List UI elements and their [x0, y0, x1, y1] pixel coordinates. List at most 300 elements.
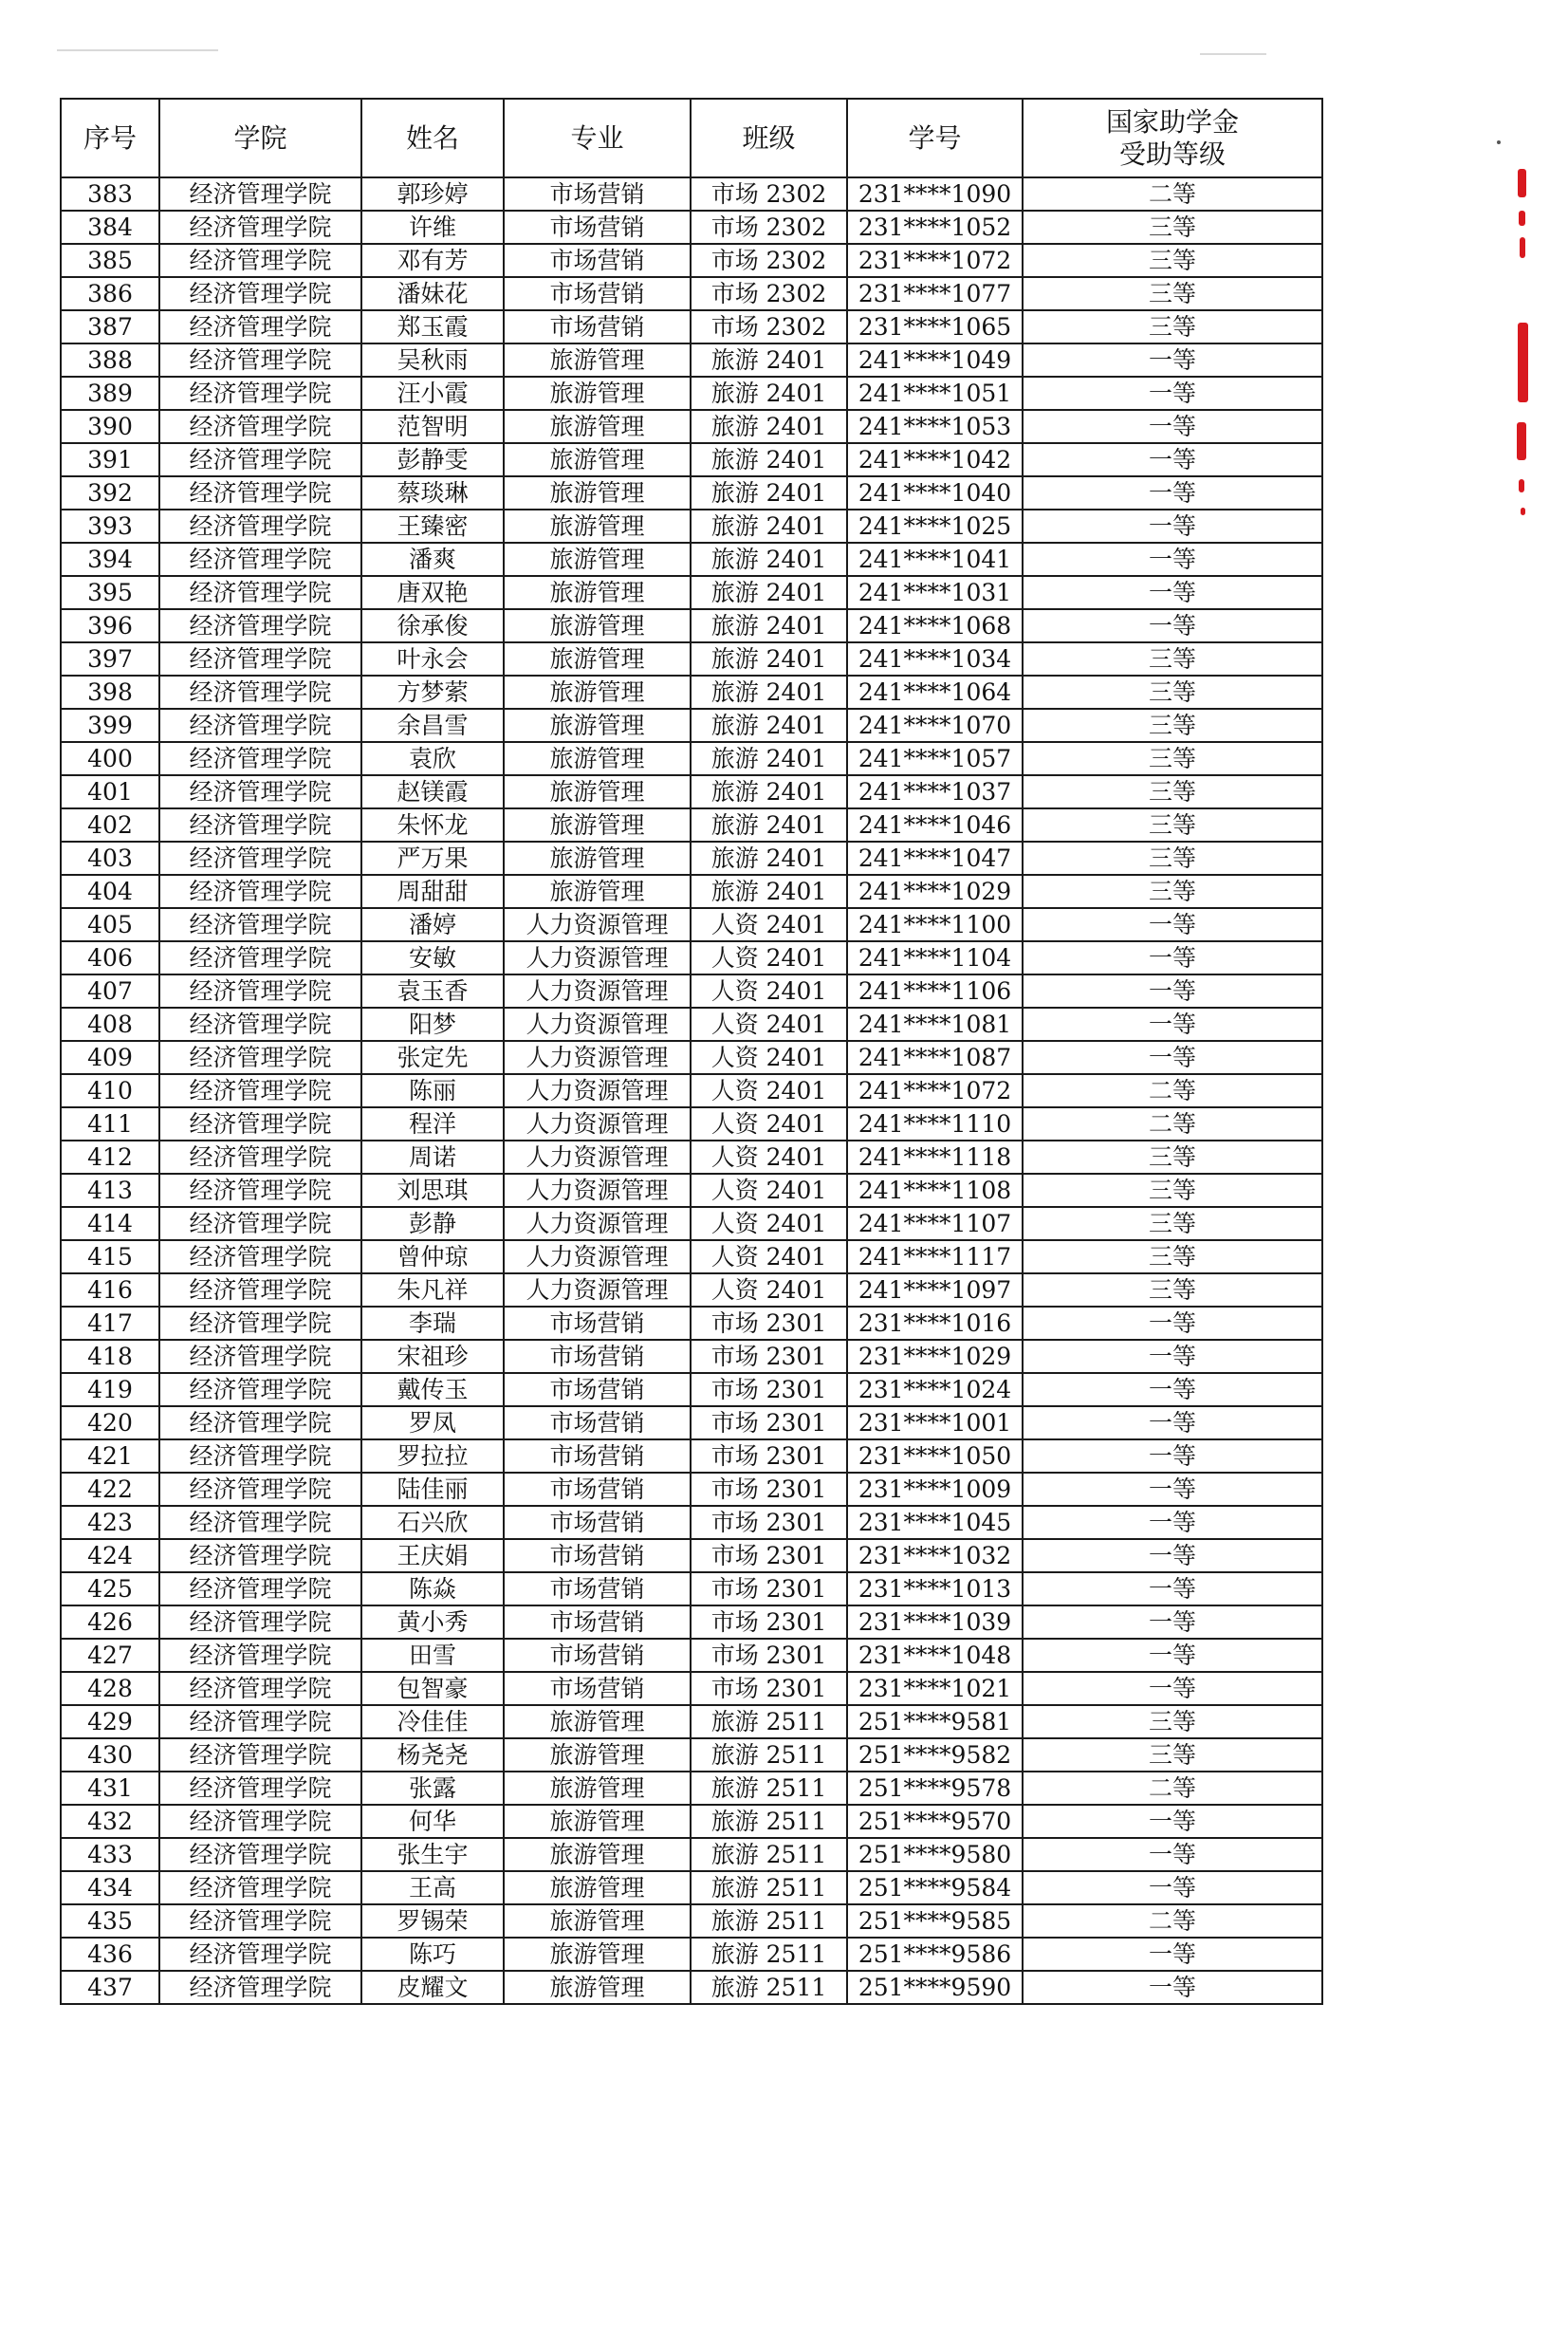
- cell-serial-number: 416: [61, 1273, 159, 1307]
- cell-serial-number: 401: [61, 775, 159, 808]
- cell-class: 旅游 2511: [691, 1805, 847, 1838]
- cell-serial-number: 437: [61, 1971, 159, 2004]
- cell-college: 经济管理学院: [159, 609, 361, 642]
- cell-college: 经济管理学院: [159, 410, 361, 443]
- cell-grant-level: 三等: [1023, 842, 1322, 875]
- cell-grant-level: 一等: [1023, 1307, 1322, 1340]
- header-major: 专业: [504, 99, 691, 177]
- table-row: [61, 1639, 1322, 1672]
- cell-major: 市场营销: [504, 1672, 691, 1705]
- cell-class: 人资 2401: [691, 1174, 847, 1207]
- cell-college: 经济管理学院: [159, 1605, 361, 1639]
- cell-college: 经济管理学院: [159, 875, 361, 908]
- cell-major: 旅游管理: [504, 543, 691, 576]
- cell-name: 安敏: [361, 941, 504, 974]
- cell-serial-number: 415: [61, 1240, 159, 1273]
- header-college: 学院: [159, 99, 361, 177]
- cell-serial-number: 435: [61, 1904, 159, 1938]
- cell-name: 叶永会: [361, 642, 504, 676]
- cell-student-id: 241****1081: [847, 1008, 1023, 1041]
- cell-college: 经济管理学院: [159, 1938, 361, 1971]
- cell-grant-level: 一等: [1023, 1805, 1322, 1838]
- cell-class: 人资 2401: [691, 1141, 847, 1174]
- cell-college: 经济管理学院: [159, 443, 361, 476]
- cell-serial-number: 390: [61, 410, 159, 443]
- cell-major: 旅游管理: [504, 709, 691, 742]
- cell-serial-number: 426: [61, 1605, 159, 1639]
- cell-grant-level: 三等: [1023, 1141, 1322, 1174]
- cell-major: 旅游管理: [504, 842, 691, 875]
- table-row: [61, 676, 1322, 709]
- cell-student-id: 241****1064: [847, 676, 1023, 709]
- cell-major: 人力资源管理: [504, 1141, 691, 1174]
- cell-student-id: 251****9585: [847, 1904, 1023, 1938]
- cell-student-id: 241****1041: [847, 543, 1023, 576]
- cell-college: 经济管理学院: [159, 1572, 361, 1605]
- cell-serial-number: 412: [61, 1141, 159, 1174]
- cell-class: 旅游 2401: [691, 443, 847, 476]
- cell-class: 旅游 2401: [691, 775, 847, 808]
- table-row: [61, 443, 1322, 476]
- grant-recipient-table: [60, 98, 1323, 2005]
- header-row: [61, 99, 1322, 177]
- cell-college: 经济管理学院: [159, 1307, 361, 1340]
- cell-class: 旅游 2511: [691, 1971, 847, 2004]
- table-body: [61, 177, 1322, 2004]
- cell-college: 经济管理学院: [159, 310, 361, 343]
- cell-major: 旅游管理: [504, 742, 691, 775]
- cell-serial-number: 397: [61, 642, 159, 676]
- cell-class: 市场 2302: [691, 310, 847, 343]
- header-class: 班级: [691, 99, 847, 177]
- cell-college: 经济管理学院: [159, 343, 361, 377]
- cell-name: 黄小秀: [361, 1605, 504, 1639]
- cell-major: 旅游管理: [504, 775, 691, 808]
- cell-college: 经济管理学院: [159, 1273, 361, 1307]
- cell-student-id: 231****1048: [847, 1639, 1023, 1672]
- cell-college: 经济管理学院: [159, 543, 361, 576]
- cell-grant-level: 三等: [1023, 244, 1322, 277]
- cell-major: 旅游管理: [504, 875, 691, 908]
- cell-student-id: 241****1118: [847, 1141, 1023, 1174]
- cell-college: 经济管理学院: [159, 1207, 361, 1240]
- cell-serial-number: 421: [61, 1439, 159, 1473]
- cell-grant-level: 二等: [1023, 1107, 1322, 1141]
- cell-major: 市场营销: [504, 310, 691, 343]
- cell-grant-level: 三等: [1023, 211, 1322, 244]
- cell-class: 市场 2301: [691, 1406, 847, 1439]
- cell-grant-level: 一等: [1023, 1572, 1322, 1605]
- cell-student-id: 251****9570: [847, 1805, 1023, 1838]
- cell-serial-number: 413: [61, 1174, 159, 1207]
- cell-major: 市场营销: [504, 1539, 691, 1572]
- cell-student-id: 241****1110: [847, 1107, 1023, 1141]
- cell-major: 人力资源管理: [504, 974, 691, 1008]
- cell-major: 人力资源管理: [504, 1008, 691, 1041]
- cell-major: 市场营销: [504, 244, 691, 277]
- cell-grant-level: 一等: [1023, 1041, 1322, 1074]
- cell-class: 人资 2401: [691, 1107, 847, 1141]
- table-row: [61, 642, 1322, 676]
- cell-serial-number: 391: [61, 443, 159, 476]
- table-row: [61, 1772, 1322, 1805]
- cell-class: 人资 2401: [691, 1273, 847, 1307]
- cell-name: 邓有芳: [361, 244, 504, 277]
- cell-serial-number: 392: [61, 476, 159, 510]
- cell-class: 旅游 2401: [691, 742, 847, 775]
- cell-major: 旅游管理: [504, 443, 691, 476]
- cell-grant-level: 一等: [1023, 908, 1322, 941]
- cell-class: 市场 2301: [691, 1605, 847, 1639]
- cell-grant-level: 一等: [1023, 1340, 1322, 1373]
- cell-student-id: 241****1072: [847, 1074, 1023, 1107]
- table-row: [61, 1240, 1322, 1273]
- stamp-edge-mark: [1520, 237, 1525, 258]
- cell-grant-level: 三等: [1023, 1273, 1322, 1307]
- cell-student-id: 241****1117: [847, 1240, 1023, 1273]
- table-row: [61, 709, 1322, 742]
- cell-student-id: 241****1070: [847, 709, 1023, 742]
- table-row: [61, 1871, 1322, 1904]
- cell-major: 市场营销: [504, 1572, 691, 1605]
- cell-name: 罗锡荣: [361, 1904, 504, 1938]
- cell-student-id: 241****1107: [847, 1207, 1023, 1240]
- cell-grant-level: 一等: [1023, 974, 1322, 1008]
- cell-major: 市场营销: [504, 1506, 691, 1539]
- table-row: [61, 609, 1322, 642]
- cell-serial-number: 414: [61, 1207, 159, 1240]
- cell-major: 市场营销: [504, 1307, 691, 1340]
- cell-college: 经济管理学院: [159, 1971, 361, 2004]
- cell-student-id: 251****9580: [847, 1838, 1023, 1871]
- cell-student-id: 241****1068: [847, 609, 1023, 642]
- table-row: [61, 476, 1322, 510]
- table-row: [61, 343, 1322, 377]
- table-row: [61, 842, 1322, 875]
- cell-student-id: 241****1047: [847, 842, 1023, 875]
- cell-class: 旅游 2401: [691, 875, 847, 908]
- cell-grant-level: 三等: [1023, 1240, 1322, 1273]
- table-row: [61, 1473, 1322, 1506]
- cell-student-id: 241****1100: [847, 908, 1023, 941]
- cell-serial-number: 405: [61, 908, 159, 941]
- cell-name: 李瑞: [361, 1307, 504, 1340]
- table-row: [61, 277, 1322, 310]
- cell-name: 吴秋雨: [361, 343, 504, 377]
- cell-student-id: 251****9581: [847, 1705, 1023, 1738]
- cell-major: 旅游管理: [504, 377, 691, 410]
- cell-grant-level: 一等: [1023, 1672, 1322, 1705]
- cell-name: 许维: [361, 211, 504, 244]
- cell-serial-number: 420: [61, 1406, 159, 1439]
- cell-grant-level: 一等: [1023, 1639, 1322, 1672]
- cell-college: 经济管理学院: [159, 1838, 361, 1871]
- cell-college: 经济管理学院: [159, 1805, 361, 1838]
- cell-college: 经济管理学院: [159, 1904, 361, 1938]
- cell-serial-number: 403: [61, 842, 159, 875]
- cell-serial-number: 425: [61, 1572, 159, 1605]
- cell-student-id: 231****1029: [847, 1340, 1023, 1373]
- header-grant-level-line-1: 国家助学金: [1105, 105, 1239, 138]
- cell-class: 旅游 2401: [691, 609, 847, 642]
- cell-college: 经济管理学院: [159, 1141, 361, 1174]
- table-row: [61, 908, 1322, 941]
- cell-student-id: 231****1052: [847, 211, 1023, 244]
- cell-grant-level: 一等: [1023, 1605, 1322, 1639]
- cell-college: 经济管理学院: [159, 1041, 361, 1074]
- cell-student-id: 231****1016: [847, 1307, 1023, 1340]
- stamp-edge-mark: [1519, 211, 1525, 226]
- cell-grant-level: 三等: [1023, 1705, 1322, 1738]
- cell-name: 皮耀文: [361, 1971, 504, 2004]
- cell-name: 曾仲琼: [361, 1240, 504, 1273]
- cell-college: 经济管理学院: [159, 1772, 361, 1805]
- cell-college: 经济管理学院: [159, 177, 361, 211]
- cell-grant-level: 一等: [1023, 1871, 1322, 1904]
- header-grant-level: [1023, 99, 1322, 177]
- cell-grant-level: 一等: [1023, 443, 1322, 476]
- cell-major: 旅游管理: [504, 1938, 691, 1971]
- cell-college: 经济管理学院: [159, 277, 361, 310]
- cell-class: 旅游 2401: [691, 709, 847, 742]
- cell-name: 罗凤: [361, 1406, 504, 1439]
- cell-major: 人力资源管理: [504, 1041, 691, 1074]
- cell-major: 市场营销: [504, 1605, 691, 1639]
- cell-grant-level: 三等: [1023, 277, 1322, 310]
- cell-serial-number: 389: [61, 377, 159, 410]
- table-row: [61, 1174, 1322, 1207]
- cell-class: 人资 2401: [691, 1041, 847, 1074]
- cell-class: 旅游 2401: [691, 808, 847, 842]
- cell-major: 旅游管理: [504, 609, 691, 642]
- cell-name: 石兴欣: [361, 1506, 504, 1539]
- cell-name: 严万果: [361, 842, 504, 875]
- cell-class: 市场 2301: [691, 1539, 847, 1572]
- cell-name: 宋祖珍: [361, 1340, 504, 1373]
- cell-college: 经济管理学院: [159, 576, 361, 609]
- cell-college: 经济管理学院: [159, 1506, 361, 1539]
- cell-serial-number: 400: [61, 742, 159, 775]
- cell-major: 人力资源管理: [504, 908, 691, 941]
- cell-college: 经济管理学院: [159, 1340, 361, 1373]
- cell-class: 旅游 2401: [691, 676, 847, 709]
- cell-grant-level: 一等: [1023, 410, 1322, 443]
- cell-college: 经济管理学院: [159, 1473, 361, 1506]
- table-row: [61, 1805, 1322, 1838]
- cell-student-id: 231****1001: [847, 1406, 1023, 1439]
- cell-name: 冷佳佳: [361, 1705, 504, 1738]
- cell-college: 经济管理学院: [159, 642, 361, 676]
- cell-name: 杨尧尧: [361, 1738, 504, 1772]
- cell-major: 旅游管理: [504, 1871, 691, 1904]
- cell-student-id: 231****1024: [847, 1373, 1023, 1406]
- cell-college: 经济管理学院: [159, 1107, 361, 1141]
- cell-serial-number: 406: [61, 941, 159, 974]
- cell-major: 市场营销: [504, 1473, 691, 1506]
- cell-grant-level: 一等: [1023, 343, 1322, 377]
- cell-college: 经济管理学院: [159, 742, 361, 775]
- cell-name: 程洋: [361, 1107, 504, 1141]
- cell-serial-number: 394: [61, 543, 159, 576]
- cell-grant-level: 一等: [1023, 1938, 1322, 1971]
- cell-major: 旅游管理: [504, 1971, 691, 2004]
- table-row: [61, 1838, 1322, 1871]
- table-row: [61, 410, 1322, 443]
- cell-name: 朱怀龙: [361, 808, 504, 842]
- cell-college: 经济管理学院: [159, 1406, 361, 1439]
- header-name: 姓名: [361, 99, 504, 177]
- cell-name: 袁欣: [361, 742, 504, 775]
- cell-grant-level: 三等: [1023, 709, 1322, 742]
- cell-class: 旅游 2401: [691, 476, 847, 510]
- cell-serial-number: 431: [61, 1772, 159, 1805]
- cell-student-id: 241****1031: [847, 576, 1023, 609]
- cell-major: 人力资源管理: [504, 1174, 691, 1207]
- header-serial-number: 序号: [61, 99, 159, 177]
- cell-major: 市场营销: [504, 1406, 691, 1439]
- cell-grant-level: 一等: [1023, 1406, 1322, 1439]
- cell-name: 张定先: [361, 1041, 504, 1074]
- table-row: [61, 1141, 1322, 1174]
- cell-college: 经济管理学院: [159, 1539, 361, 1572]
- cell-major: 人力资源管理: [504, 1273, 691, 1307]
- cell-college: 经济管理学院: [159, 775, 361, 808]
- cell-class: 旅游 2401: [691, 576, 847, 609]
- cell-college: 经济管理学院: [159, 1008, 361, 1041]
- cell-grant-level: 三等: [1023, 642, 1322, 676]
- cell-class: 人资 2401: [691, 1008, 847, 1041]
- cell-class: 人资 2401: [691, 1074, 847, 1107]
- cell-name: 潘婷: [361, 908, 504, 941]
- cell-grant-level: 三等: [1023, 676, 1322, 709]
- cell-serial-number: 399: [61, 709, 159, 742]
- cell-college: 经济管理学院: [159, 1705, 361, 1738]
- table-row: [61, 1273, 1322, 1307]
- cell-student-id: 241****1042: [847, 443, 1023, 476]
- cell-student-id: 241****1057: [847, 742, 1023, 775]
- cell-grant-level: 二等: [1023, 1074, 1322, 1107]
- cell-student-id: 231****1021: [847, 1672, 1023, 1705]
- table-row: [61, 775, 1322, 808]
- cell-grant-level: 一等: [1023, 576, 1322, 609]
- cell-name: 陈丽: [361, 1074, 504, 1107]
- cell-college: 经济管理学院: [159, 1240, 361, 1273]
- cell-name: 陆佳丽: [361, 1473, 504, 1506]
- table-row: [61, 1971, 1322, 2004]
- cell-grant-level: 三等: [1023, 875, 1322, 908]
- cell-class: 旅游 2401: [691, 842, 847, 875]
- table-row: [61, 1074, 1322, 1107]
- cell-major: 旅游管理: [504, 1838, 691, 1871]
- cell-student-id: 231****1072: [847, 244, 1023, 277]
- cell-college: 经济管理学院: [159, 808, 361, 842]
- cell-college: 经济管理学院: [159, 1871, 361, 1904]
- stamp-edge-mark: [1519, 479, 1524, 492]
- cell-student-id: 231****1065: [847, 310, 1023, 343]
- cell-student-id: 231****1009: [847, 1473, 1023, 1506]
- cell-student-id: 241****1053: [847, 410, 1023, 443]
- cell-class: 市场 2302: [691, 211, 847, 244]
- cell-student-id: 251****9578: [847, 1772, 1023, 1805]
- cell-grant-level: 一等: [1023, 543, 1322, 576]
- table-row: [61, 244, 1322, 277]
- cell-grant-level: 三等: [1023, 808, 1322, 842]
- cell-class: 旅游 2511: [691, 1871, 847, 1904]
- header-grant-level-line-2: 受助等级: [1118, 138, 1226, 170]
- cell-college: 经济管理学院: [159, 244, 361, 277]
- cell-grant-level: 一等: [1023, 1838, 1322, 1871]
- cell-serial-number: 411: [61, 1107, 159, 1141]
- cell-serial-number: 408: [61, 1008, 159, 1041]
- scan-artifact-line: [57, 49, 218, 51]
- cell-student-id: 241****1040: [847, 476, 1023, 510]
- cell-serial-number: 386: [61, 277, 159, 310]
- cell-student-id: 241****1087: [847, 1041, 1023, 1074]
- cell-serial-number: 395: [61, 576, 159, 609]
- cell-name: 郑玉霞: [361, 310, 504, 343]
- cell-class: 人资 2401: [691, 1240, 847, 1273]
- cell-name: 王臻密: [361, 510, 504, 543]
- table-row: [61, 1938, 1322, 1971]
- cell-major: 旅游管理: [504, 343, 691, 377]
- cell-major: 旅游管理: [504, 476, 691, 510]
- cell-grant-level: 一等: [1023, 1008, 1322, 1041]
- cell-class: 旅游 2511: [691, 1738, 847, 1772]
- cell-major: 旅游管理: [504, 1772, 691, 1805]
- cell-student-id: 231****1045: [847, 1506, 1023, 1539]
- cell-major: 市场营销: [504, 277, 691, 310]
- cell-major: 旅游管理: [504, 1805, 691, 1838]
- cell-class: 旅游 2511: [691, 1772, 847, 1805]
- cell-name: 朱凡祥: [361, 1273, 504, 1307]
- cell-class: 人资 2401: [691, 941, 847, 974]
- cell-college: 经济管理学院: [159, 1074, 361, 1107]
- cell-name: 蔡琰琳: [361, 476, 504, 510]
- cell-name: 张生宇: [361, 1838, 504, 1871]
- table-row: [61, 576, 1322, 609]
- cell-grant-level: 一等: [1023, 1473, 1322, 1506]
- cell-major: 旅游管理: [504, 1904, 691, 1938]
- cell-major: 市场营销: [504, 1639, 691, 1672]
- cell-serial-number: 432: [61, 1805, 159, 1838]
- cell-major: 市场营销: [504, 1340, 691, 1373]
- cell-class: 市场 2301: [691, 1473, 847, 1506]
- cell-class: 市场 2302: [691, 177, 847, 211]
- cell-student-id: 241****1046: [847, 808, 1023, 842]
- cell-grant-level: 一等: [1023, 476, 1322, 510]
- cell-student-id: 241****1025: [847, 510, 1023, 543]
- cell-college: 经济管理学院: [159, 377, 361, 410]
- cell-serial-number: 417: [61, 1307, 159, 1340]
- cell-grant-level: 一等: [1023, 1506, 1322, 1539]
- cell-major: 旅游管理: [504, 576, 691, 609]
- cell-serial-number: 404: [61, 875, 159, 908]
- cell-major: 人力资源管理: [504, 1240, 691, 1273]
- cell-class: 市场 2302: [691, 244, 847, 277]
- scan-artifact-line: [1200, 53, 1266, 55]
- cell-name: 郭珍婷: [361, 177, 504, 211]
- cell-student-id: 251****9584: [847, 1871, 1023, 1904]
- cell-class: 市场 2301: [691, 1439, 847, 1473]
- table-row: [61, 941, 1322, 974]
- cell-name: 王高: [361, 1871, 504, 1904]
- cell-grant-level: 一等: [1023, 510, 1322, 543]
- table-row: [61, 875, 1322, 908]
- cell-college: 经济管理学院: [159, 941, 361, 974]
- cell-grant-level: 一等: [1023, 609, 1322, 642]
- cell-student-id: 251****9586: [847, 1938, 1023, 1971]
- cell-student-id: 231****1013: [847, 1572, 1023, 1605]
